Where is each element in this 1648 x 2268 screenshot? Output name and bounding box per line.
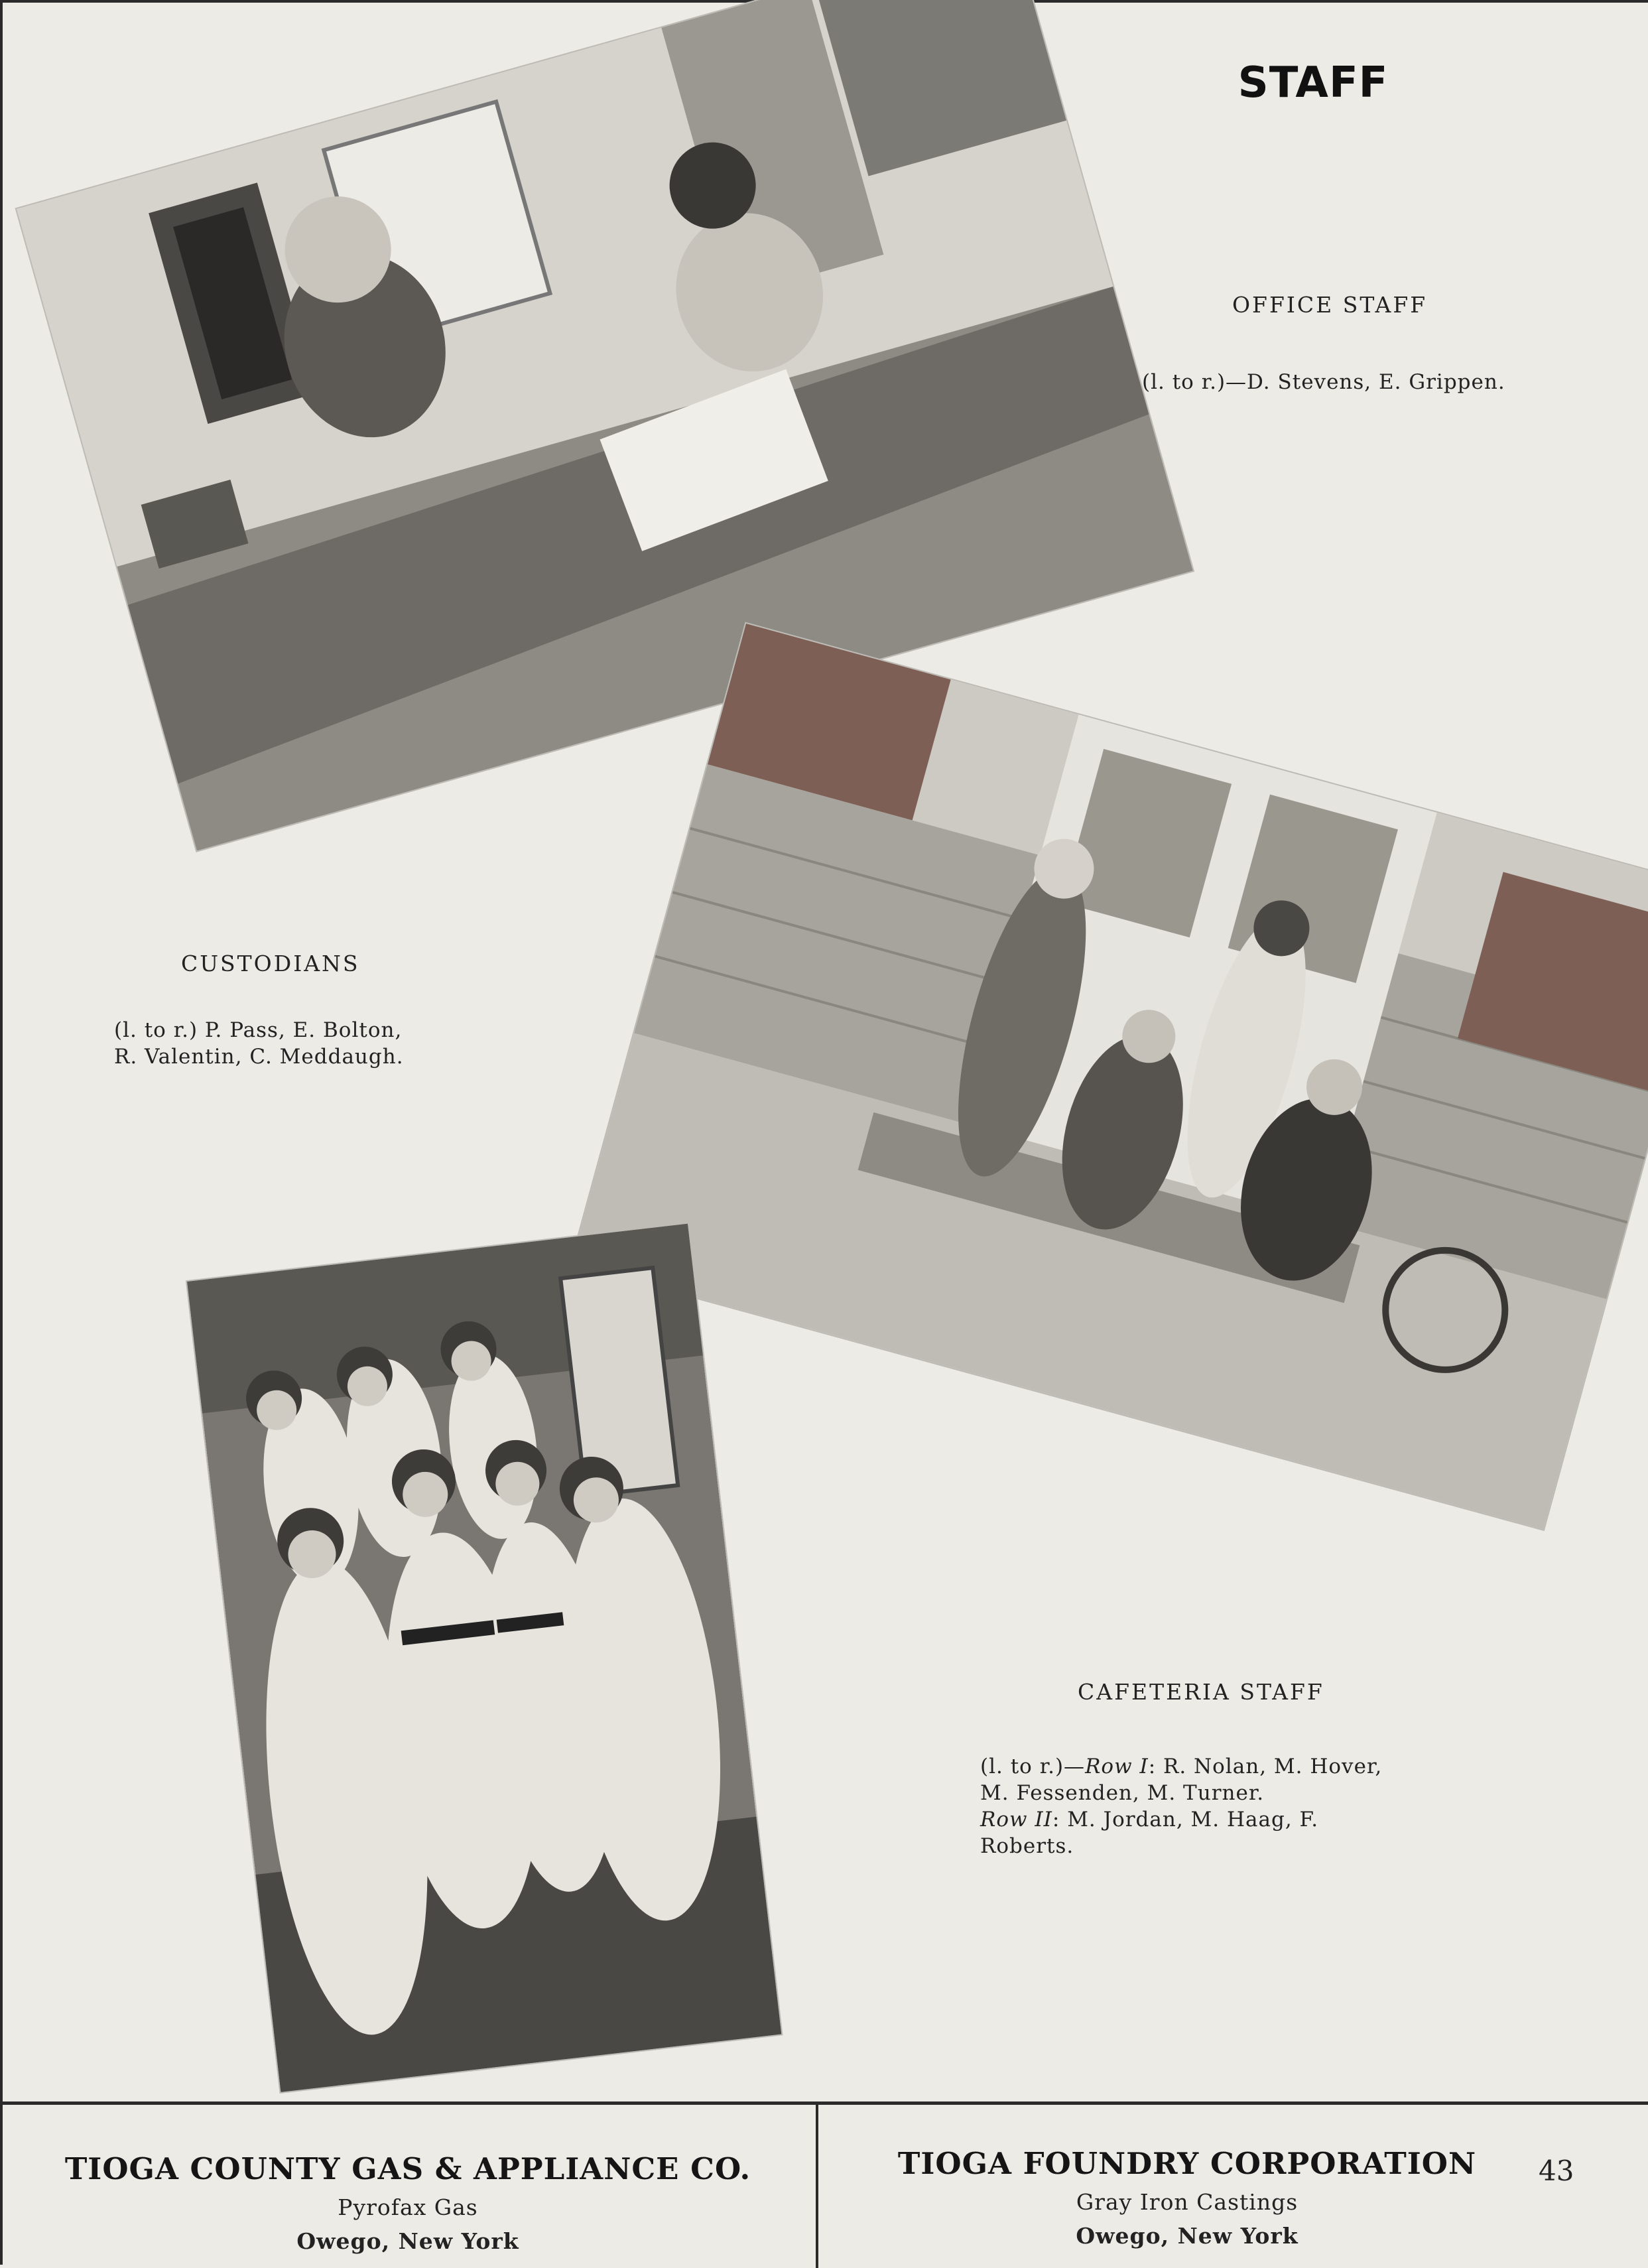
footer-ads — [0, 2101, 1648, 2268]
footer-divider — [816, 2105, 818, 2268]
custodians-names-line1: (l. to r.) P. Pass, E. Bolton, — [114, 1018, 403, 1042]
ad-left-location: Owego, New York — [296, 2228, 519, 2254]
page-border-left — [0, 0, 3, 2265]
cafeteria-row1-line1 — [980, 1753, 1431, 1780]
cafeteria-staff-names — [980, 1753, 1431, 1859]
cafeteria-row2-line1 — [980, 1806, 1431, 1833]
cafeteria-staff-heading: CAFETERIA STAFF — [1078, 1679, 1324, 1705]
ad-right-company: TIOGA FOUNDRY CORPORATION — [897, 2146, 1477, 2181]
ad-left-product: Pyrofax Gas — [338, 2194, 478, 2220]
page-number: 43 — [1539, 2155, 1574, 2187]
custodians-photo — [571, 624, 1648, 1530]
office-staff-names: (l. to r.)—D. Stevens, E. Grippen. — [1142, 370, 1505, 394]
cafeteria-row2-names-b: Roberts. — [980, 1834, 1074, 1858]
ad-tioga-foundry — [856, 2146, 1519, 2249]
custodians-names-line2: R. Valentin, C. Meddaugh. — [114, 1045, 404, 1069]
cafeteria-row1-names-b: M. Fessenden, M. Turner. — [980, 1781, 1265, 1805]
cafeteria-prefix: (l. to r.)— — [980, 1755, 1086, 1778]
ad-right-location: Owego, New York — [1076, 2223, 1299, 2249]
cafeteria-row2-names-a: : M. Jordan, M. Haag, F. — [1052, 1808, 1319, 1832]
ad-left-company: TIOGA COUNTY GAS & APPLIANCE CO. — [64, 2151, 751, 2186]
ad-right-product: Gray Iron Castings — [1076, 2189, 1299, 2215]
cafeteria-row1-label: Row I — [1085, 1755, 1149, 1778]
ad-tioga-county-gas — [53, 2151, 763, 2254]
custodians-heading: CUSTODIANS — [181, 951, 360, 976]
cafeteria-row1-names-a: : R. Nolan, M. Hover, — [1148, 1755, 1383, 1778]
cafeteria-row2-label: Row II — [980, 1808, 1052, 1832]
page-title: STAFF — [1237, 58, 1389, 107]
cafeteria-staff-photo — [187, 1224, 781, 2092]
office-staff-heading: OFFICE STAFF — [1232, 292, 1428, 318]
